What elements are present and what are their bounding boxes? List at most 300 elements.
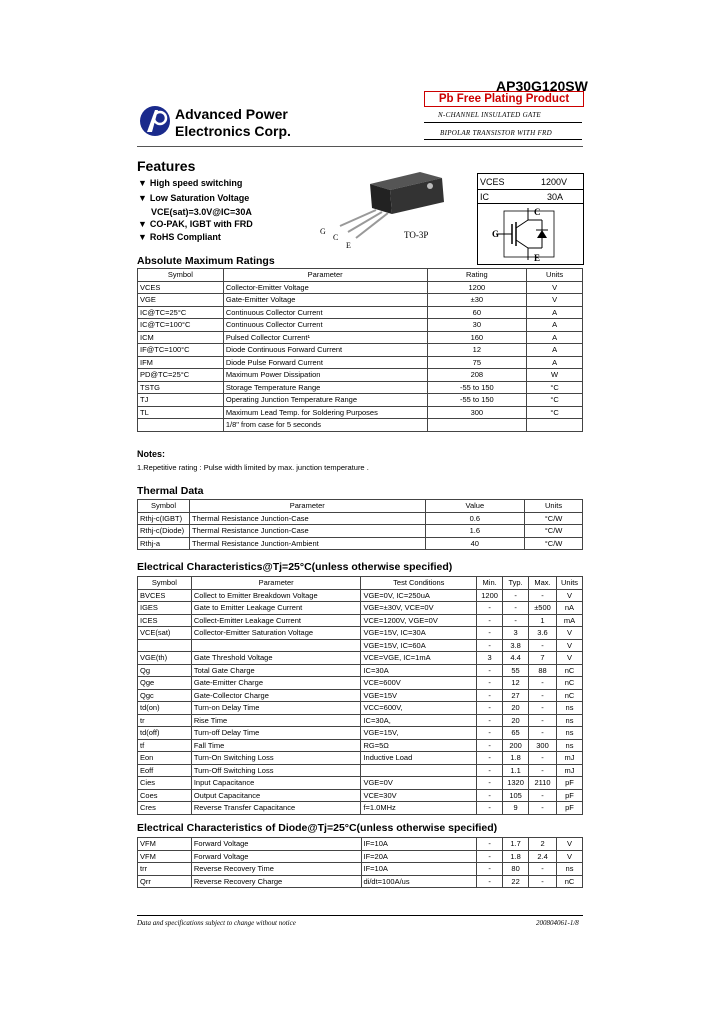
table-cell: °C/W — [525, 537, 583, 550]
table-cell: °C — [527, 406, 583, 419]
table-cell: RG=5Ω — [361, 739, 477, 752]
table-cell: 9 — [503, 802, 529, 815]
table-cell: Eoff — [138, 764, 192, 777]
footer-doc-id: 200804061-1/8 — [536, 919, 579, 927]
table-cell: 75 — [427, 356, 527, 369]
thermal-title: Thermal Data — [137, 485, 204, 497]
table-cell: 20 — [503, 702, 529, 715]
table-cell: 40 — [425, 537, 525, 550]
table-cell: IF=10A — [361, 863, 477, 876]
summary-ic-value: 30A — [547, 192, 564, 202]
table-cell: Collector-Emitter Saturation Voltage — [191, 627, 361, 640]
table-cell: Gate to Emitter Leakage Current — [191, 602, 361, 615]
table-cell: td(on) — [138, 702, 192, 715]
table-cell: 160 — [427, 331, 527, 344]
table-cell: 1320 — [503, 777, 529, 790]
table-cell: V — [527, 294, 583, 307]
pb-free-badge: Pb Free Plating Product — [424, 91, 584, 107]
table-cell: Input Capacitance — [191, 777, 361, 790]
table-cell: Rise Time — [191, 714, 361, 727]
table-cell: Turn-Off Switching Loss — [191, 764, 361, 777]
table-cell: - — [477, 727, 503, 740]
table-cell: - — [477, 702, 503, 715]
table-cell: IC@TC=100°C — [138, 319, 224, 332]
feature-item: ▼ CO-PAK, IGBT with FRD — [138, 219, 253, 229]
table-cell: VGE(th) — [138, 652, 192, 665]
table-cell: ns — [556, 702, 582, 715]
table-cell: V — [556, 589, 582, 602]
electrical-table — [137, 576, 583, 815]
table-cell: Fall Time — [191, 739, 361, 752]
table-cell: °C/W — [525, 525, 583, 538]
table-cell: tf — [138, 739, 192, 752]
col-header: Units — [525, 500, 583, 513]
part-number: AP30G120SW — [496, 78, 588, 94]
summary-divider — [477, 203, 583, 204]
summary-ic-label: IC — [480, 192, 489, 202]
table-cell: VCE=VGE, IC=1mA — [361, 652, 477, 665]
table-cell: 200 — [503, 739, 529, 752]
table-cell: - — [503, 589, 529, 602]
table-row — [138, 369, 583, 382]
table-cell: Diode Continuous Forward Current — [223, 344, 427, 357]
table-row — [138, 306, 583, 319]
abs-max-title: Absolute Maximum Ratings — [137, 255, 275, 267]
table-row — [138, 838, 583, 851]
table-cell: - — [477, 664, 503, 677]
table-row — [138, 677, 583, 690]
table-row — [138, 652, 583, 665]
table-row — [138, 512, 583, 525]
package-pin-g: G — [320, 227, 326, 236]
col-header: Value — [425, 500, 525, 513]
table-cell: TJ — [138, 394, 224, 407]
table-cell: mA — [556, 614, 582, 627]
subtitle-line-2: BIPOLAR TRANSISTOR WITH FRD — [440, 129, 552, 137]
table-cell: 7 — [529, 652, 557, 665]
table-cell: A — [527, 356, 583, 369]
table-cell: 1200 — [477, 589, 503, 602]
table-cell: ICES — [138, 614, 192, 627]
table-cell: IFM — [138, 356, 224, 369]
table-cell: 3 — [503, 627, 529, 640]
table-cell: IF@TC=100°C — [138, 344, 224, 357]
table-cell: - — [477, 777, 503, 790]
table-cell: Collect-Emitter Leakage Current — [191, 614, 361, 627]
table-row — [138, 294, 583, 307]
table-cell: VCE=600V — [361, 677, 477, 690]
table-cell: IGES — [138, 602, 192, 615]
table-cell: - — [503, 614, 529, 627]
table-cell: Reverse Recovery Time — [191, 863, 361, 876]
diode-table — [137, 837, 583, 888]
table-cell: td(off) — [138, 727, 192, 740]
table-row — [138, 589, 583, 602]
table-cell — [138, 419, 224, 432]
table-cell: V — [557, 850, 583, 863]
table-cell: BVCES — [138, 589, 192, 602]
package-image — [320, 164, 470, 254]
table-cell: tr — [138, 714, 192, 727]
table-cell: Qge — [138, 677, 192, 690]
table-cell: nC — [556, 689, 582, 702]
col-header: Min. — [477, 577, 503, 590]
table-cell: 20 — [503, 714, 529, 727]
summary-vces-label: VCES — [480, 177, 505, 187]
symbol-e-label: E — [534, 253, 541, 263]
table-row — [138, 344, 583, 357]
table-cell: - — [529, 589, 557, 602]
table-cell: VFM — [138, 838, 192, 851]
feature-item: ▼ RoHS Compliant — [138, 232, 221, 242]
table-cell: Continuous Collector Current — [223, 319, 427, 332]
table-cell: Collector-Emitter Voltage — [223, 281, 427, 294]
table-cell — [427, 419, 527, 432]
table-cell: Operating Junction Temperature Range — [223, 394, 427, 407]
table-row — [138, 627, 583, 640]
table-row — [138, 381, 583, 394]
package-pin-e: E — [346, 241, 351, 250]
table-cell: ±30 — [427, 294, 527, 307]
table-cell: IC=30A, — [361, 714, 477, 727]
table-cell: Rthj-c(IGBT) — [138, 512, 190, 525]
table-cell: VCE=1200V, VGE=0V — [361, 614, 477, 627]
table-cell: Thermal Resistance Junction-Case — [189, 525, 425, 538]
table-cell: - — [529, 764, 557, 777]
table-cell: TL — [138, 406, 224, 419]
table-cell: Thermal Resistance Junction-Case — [189, 512, 425, 525]
table-cell: Cres — [138, 802, 192, 815]
table-cell: Eon — [138, 752, 192, 765]
table-cell: Qrr — [138, 875, 192, 888]
table-cell: Gate Threshold Voltage — [191, 652, 361, 665]
col-header: Parameter — [223, 269, 427, 282]
table-cell: - — [477, 802, 503, 815]
table-cell: Qgc — [138, 689, 192, 702]
table-cell: VGE=15V, IC=60A — [361, 639, 477, 652]
table-cell: PD@TC=25°C — [138, 369, 224, 382]
table-cell: -55 to 150 — [427, 394, 527, 407]
table-cell: 1.8 — [503, 752, 529, 765]
table-cell: Turn-On Switching Loss — [191, 752, 361, 765]
notes-title: Notes: — [137, 449, 166, 459]
company-line-1: Advanced Power — [175, 106, 288, 122]
table-cell: pF — [556, 802, 582, 815]
table-cell: 2110 — [529, 777, 557, 790]
table-cell: - — [477, 838, 503, 851]
subtitle-line-1: N-CHANNEL INSULATED GATE — [438, 111, 542, 119]
table-cell: VGE=±30V, VCE=0V — [361, 602, 477, 615]
table-cell: 3.6 — [529, 627, 557, 640]
table-row — [138, 406, 583, 419]
table-cell: V — [556, 639, 582, 652]
symbol-c-label: C — [534, 207, 541, 217]
table-cell: Collect to Emitter Breakdown Voltage — [191, 589, 361, 602]
table-row — [138, 525, 583, 538]
table-row — [138, 419, 583, 432]
table-cell: Reverse Transfer Capacitance — [191, 802, 361, 815]
table-cell: - — [529, 789, 557, 802]
table-cell: VCES — [138, 281, 224, 294]
table-cell: 55 — [503, 664, 529, 677]
table-header-row — [138, 269, 583, 282]
table-cell: VGE — [138, 294, 224, 307]
table-cell: V — [557, 838, 583, 851]
table-cell: Qg — [138, 664, 192, 677]
table-row — [138, 752, 583, 765]
table-cell: Inductive Load — [361, 752, 477, 765]
table-row — [138, 281, 583, 294]
table-cell: - — [477, 764, 503, 777]
table-cell: Diode Pulse Forward Current — [223, 356, 427, 369]
company-name — [175, 106, 291, 140]
table-cell: Turn-off Delay Time — [191, 727, 361, 740]
table-cell: 80 — [503, 863, 529, 876]
table-cell: V — [556, 627, 582, 640]
table-cell: 3 — [477, 652, 503, 665]
feature-item: ▼ High speed switching — [138, 178, 243, 188]
table-cell: °C/W — [525, 512, 583, 525]
col-header: Typ. — [503, 577, 529, 590]
table-cell: VCC=600V, — [361, 702, 477, 715]
table-cell: Forward Voltage — [191, 850, 361, 863]
table-cell: - — [477, 639, 503, 652]
table-cell: Forward Voltage — [191, 838, 361, 851]
table-cell: Total Gate Charge — [191, 664, 361, 677]
table-row — [138, 875, 583, 888]
table-row — [138, 356, 583, 369]
summary-vces-value: 1200V — [541, 177, 568, 187]
table-row — [138, 764, 583, 777]
table-cell: Rthj-a — [138, 537, 190, 550]
col-header: Parameter — [189, 500, 425, 513]
table-cell: IC@TC=25°C — [138, 306, 224, 319]
table-cell: f=1.0MHz — [361, 802, 477, 815]
table-cell: Pulsed Collector Current¹ — [223, 331, 427, 344]
table-cell: Coes — [138, 789, 192, 802]
table-cell: 60 — [427, 306, 527, 319]
col-header: Units — [556, 577, 582, 590]
table-cell: mJ — [556, 764, 582, 777]
table-cell: di/dt=100A/us — [361, 875, 477, 888]
table-cell: Output Capacitance — [191, 789, 361, 802]
col-header: Max. — [529, 577, 557, 590]
table-cell: IF=10A — [361, 838, 477, 851]
table-cell: - — [529, 802, 557, 815]
col-header: Parameter — [191, 577, 361, 590]
table-cell: 22 — [503, 875, 529, 888]
thermal-table — [137, 499, 583, 550]
table-cell: 3.8 — [503, 639, 529, 652]
table-cell: VCE=30V — [361, 789, 477, 802]
table-cell: 65 — [503, 727, 529, 740]
table-cell: pF — [556, 789, 582, 802]
table-cell: ns — [556, 739, 582, 752]
col-header: Symbol — [138, 577, 192, 590]
table-cell: - — [477, 714, 503, 727]
table-cell: VGE=15V, — [361, 727, 477, 740]
table-cell: A — [527, 344, 583, 357]
table-cell: ns — [557, 863, 583, 876]
table-cell: - — [477, 627, 503, 640]
table-cell: - — [477, 752, 503, 765]
company-logo — [138, 104, 172, 138]
table-cell: VFM — [138, 850, 192, 863]
table-row — [138, 802, 583, 815]
table-cell: °C — [527, 394, 583, 407]
table-cell: Rthj-c(Diode) — [138, 525, 190, 538]
table-cell: V — [556, 652, 582, 665]
table-cell: - — [477, 602, 503, 615]
table-cell: 1.6 — [425, 525, 525, 538]
table-cell: trr — [138, 863, 192, 876]
table-cell: W — [527, 369, 583, 382]
table-cell: ±500 — [529, 602, 557, 615]
col-header: Symbol — [138, 500, 190, 513]
summary-divider — [477, 189, 583, 190]
symbol-g-label: G — [492, 229, 500, 239]
table-cell: nC — [556, 664, 582, 677]
table-cell: VGE=0V, IC=250uA — [361, 589, 477, 602]
note-1: 1.Repetitive rating : Pulse width limited by max. junction temperature . — [137, 463, 369, 472]
table-cell: - — [529, 689, 557, 702]
table-cell: ns — [556, 727, 582, 740]
table-cell: VCE(sat) — [138, 627, 192, 640]
table-cell: - — [529, 875, 557, 888]
table-cell: 105 — [503, 789, 529, 802]
table-row — [138, 664, 583, 677]
electrical-title: Electrical Characteristics@Tj=25°C(unless otherwise specified) — [137, 561, 453, 573]
table-cell: - — [529, 714, 557, 727]
table-cell: Thermal Resistance Junction-Ambient — [189, 537, 425, 550]
table-cell: Turn-on Delay Time — [191, 702, 361, 715]
header-rule-2 — [424, 139, 582, 140]
table-cell — [527, 419, 583, 432]
table-cell: A — [527, 319, 583, 332]
table-cell: 1.1 — [503, 764, 529, 777]
table-row — [138, 727, 583, 740]
table-cell: Maximum Power Dissipation — [223, 369, 427, 382]
header-rule-main — [137, 146, 583, 147]
table-cell: - — [503, 602, 529, 615]
table-cell: 300 — [529, 739, 557, 752]
table-cell — [191, 639, 361, 652]
table-cell: 12 — [427, 344, 527, 357]
table-cell: A — [527, 331, 583, 344]
table-cell: VGE=15V, IC=30A — [361, 627, 477, 640]
table-header-row — [138, 500, 583, 513]
table-cell: - — [477, 689, 503, 702]
package-pin-c: C — [333, 233, 339, 242]
table-cell: - — [477, 739, 503, 752]
table-row — [138, 319, 583, 332]
table-cell: - — [529, 863, 557, 876]
package-label: TO-3P — [404, 230, 429, 240]
table-cell: 208 — [427, 369, 527, 382]
table-row — [138, 614, 583, 627]
table-cell: IC=30A — [361, 664, 477, 677]
table-cell: A — [527, 306, 583, 319]
table-cell: 4.4 — [503, 652, 529, 665]
footer-rule — [137, 915, 583, 916]
table-row — [138, 394, 583, 407]
table-row — [138, 639, 583, 652]
table-row — [138, 863, 583, 876]
col-header: Rating — [427, 269, 527, 282]
table-cell: Storage Temperature Range — [223, 381, 427, 394]
table-cell: 27 — [503, 689, 529, 702]
table-cell: - — [529, 727, 557, 740]
table-cell: mJ — [556, 752, 582, 765]
table-cell: Continuous Collector Current — [223, 306, 427, 319]
igbt-symbol-icon — [490, 206, 570, 263]
table-row — [138, 702, 583, 715]
table-cell: 30 — [427, 319, 527, 332]
table-cell: - — [529, 752, 557, 765]
table-cell: Cies — [138, 777, 192, 790]
col-header: Test Conditions — [361, 577, 477, 590]
table-cell: ICM — [138, 331, 224, 344]
table-cell: - — [529, 677, 557, 690]
col-header: Units — [527, 269, 583, 282]
table-cell: 2 — [529, 838, 557, 851]
table-cell: Gate-Emitter Charge — [191, 677, 361, 690]
feature-item: ▼ Low Saturation Voltage — [138, 193, 250, 203]
vce-sat-note: VCE(sat)=3.0V@IC=30A — [151, 207, 252, 217]
table-cell: -55 to 150 — [427, 381, 527, 394]
table-cell: Reverse Recovery Charge — [191, 875, 361, 888]
table-cell: nA — [556, 602, 582, 615]
table-cell: VGE=0V — [361, 777, 477, 790]
table-cell: °C — [527, 381, 583, 394]
table-header-row — [138, 577, 583, 590]
table-row — [138, 537, 583, 550]
table-cell: Maximum Lead Temp. for Soldering Purposes — [223, 406, 427, 419]
table-row — [138, 789, 583, 802]
table-cell: 1.8 — [503, 850, 529, 863]
table-cell: - — [529, 639, 557, 652]
table-cell — [361, 764, 477, 777]
table-cell: - — [477, 875, 503, 888]
table-row — [138, 739, 583, 752]
table-cell: 88 — [529, 664, 557, 677]
table-cell: 12 — [503, 677, 529, 690]
table-cell: 2.4 — [529, 850, 557, 863]
table-cell: 0.6 — [425, 512, 525, 525]
table-cell: nC — [557, 875, 583, 888]
table-cell: 1.7 — [503, 838, 529, 851]
table-cell: pF — [556, 777, 582, 790]
table-cell: V — [527, 281, 583, 294]
header-rule-1 — [424, 122, 582, 123]
table-cell: 1/8" from case for 5 seconds — [223, 419, 427, 432]
company-line-2: Electronics Corp. — [175, 123, 291, 139]
table-row — [138, 777, 583, 790]
table-cell: TSTG — [138, 381, 224, 394]
diode-title: Electrical Characteristics of Diode@Tj=25°C(unless otherwise specified) — [137, 822, 498, 834]
abs-max-table — [137, 268, 583, 432]
table-cell: 300 — [427, 406, 527, 419]
table-cell: 1 — [529, 614, 557, 627]
table-row — [138, 689, 583, 702]
table-cell: - — [477, 789, 503, 802]
features-title: Features — [137, 158, 196, 174]
table-row — [138, 602, 583, 615]
table-cell: - — [477, 863, 503, 876]
table-row — [138, 714, 583, 727]
table-cell: IF=20A — [361, 850, 477, 863]
table-cell: - — [477, 614, 503, 627]
